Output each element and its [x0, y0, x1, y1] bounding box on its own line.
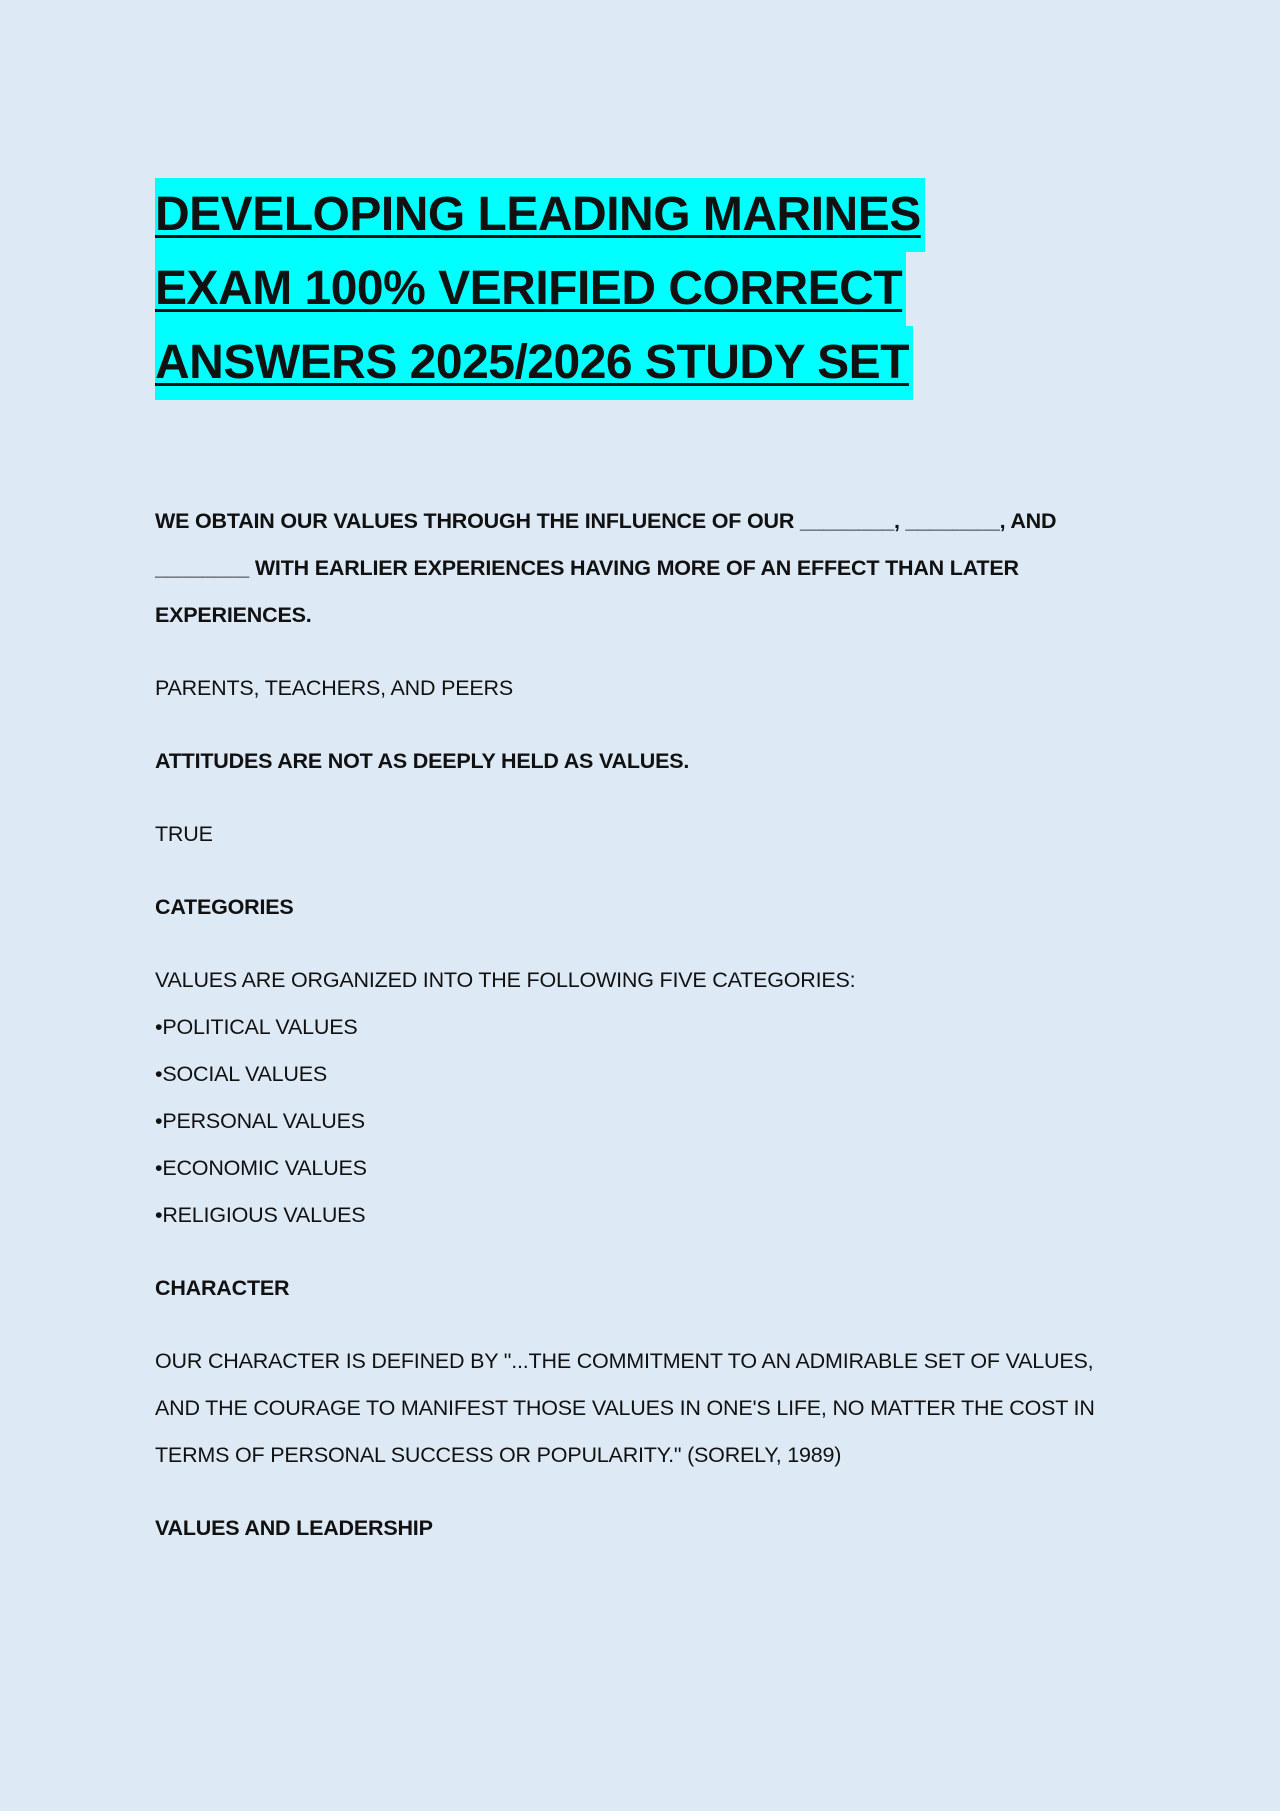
- answer-2: TRUE: [155, 822, 213, 846]
- list-item: •RELIGIOUS VALUES: [155, 1203, 366, 1227]
- question-1: WE OBTAIN OUR VALUES THROUGH THE INFLUENCE OF OUR ________, ________, AND ________ WITH EARLIER EXPERIENCES HAVING MORE OF AN EFFECT THAN LATER EXPERIENCES.: [155, 509, 1057, 627]
- title-line-3: ANSWERS 2025/2026 STUDY SET: [155, 326, 913, 400]
- study-set-content: [155, 498, 1120, 1552]
- value-categories-list: [155, 1004, 1120, 1239]
- list-item: •ECONOMIC VALUES: [155, 1156, 367, 1180]
- document-page: [155, 178, 1120, 1552]
- list-item: •SOCIAL VALUES: [155, 1062, 328, 1086]
- list-item: •POLITICAL VALUES: [155, 1015, 358, 1039]
- question-2: ATTITUDES ARE NOT AS DEEPLY HELD AS VALUES.: [155, 749, 690, 773]
- answer-3-intro: VALUES ARE ORGANIZED INTO THE FOLLOWING FIVE CATEGORIES:: [155, 968, 856, 992]
- answer-4: OUR CHARACTER IS DEFINED BY "...THE COMMITMENT TO AN ADMIRABLE SET OF VALUES, AND THE COURAGE TO MANIFEST THOSE VALUES IN ONE'S LIFE, NO MATTER THE COST IN TERMS OF PERSONAL SUCCESS OR POPULARITY." (SORELY, 1989): [155, 1349, 1095, 1467]
- question-5: VALUES AND LEADERSHIP: [155, 1516, 433, 1540]
- title-line-1: DEVELOPING LEADING MARINES: [155, 178, 925, 252]
- document-title: [155, 178, 1120, 400]
- title-line-2: EXAM 100% VERIFIED CORRECT: [155, 252, 906, 326]
- answer-1: PARENTS, TEACHERS, AND PEERS: [155, 676, 513, 700]
- question-4: CHARACTER: [155, 1276, 290, 1300]
- list-item: •PERSONAL VALUES: [155, 1109, 365, 1133]
- question-3: CATEGORIES: [155, 895, 294, 919]
